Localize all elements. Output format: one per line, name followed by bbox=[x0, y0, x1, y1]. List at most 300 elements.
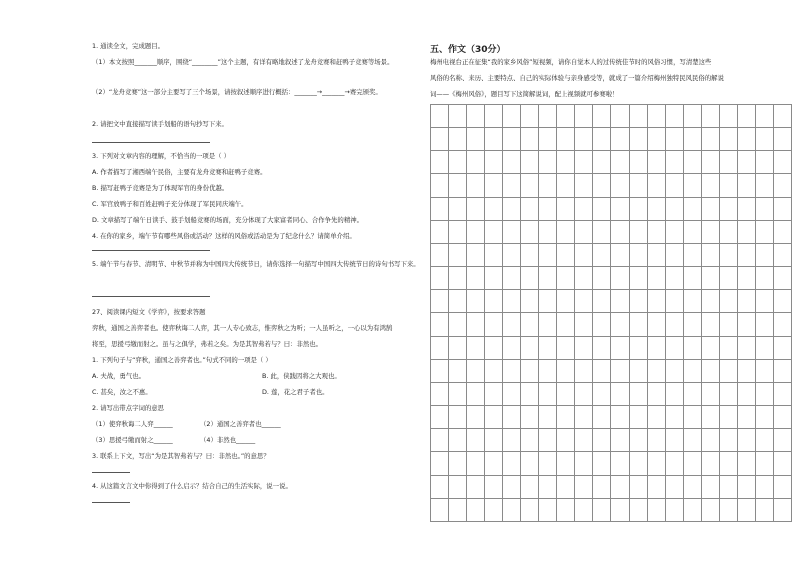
grid-cell[interactable] bbox=[755, 452, 773, 475]
grid-cell[interactable] bbox=[593, 174, 611, 197]
grid-cell[interactable] bbox=[521, 243, 539, 266]
grid-cell[interactable] bbox=[611, 290, 629, 313]
grid-cell[interactable] bbox=[467, 359, 485, 382]
grid-cell[interactable] bbox=[521, 105, 539, 128]
grid-cell[interactable] bbox=[719, 220, 737, 243]
grid-cell[interactable] bbox=[521, 220, 539, 243]
grid-cell[interactable] bbox=[647, 313, 665, 336]
grid-cell[interactable] bbox=[539, 290, 557, 313]
grid-cell[interactable] bbox=[593, 475, 611, 498]
grid-cell[interactable] bbox=[431, 220, 449, 243]
grid-cell[interactable] bbox=[467, 290, 485, 313]
grid-cell[interactable] bbox=[431, 174, 449, 197]
grid-cell[interactable] bbox=[557, 220, 575, 243]
grid-cell[interactable] bbox=[485, 174, 503, 197]
grid-cell[interactable] bbox=[755, 197, 773, 220]
grid-cell[interactable] bbox=[449, 220, 467, 243]
grid-cell[interactable] bbox=[593, 151, 611, 174]
grid-cell[interactable] bbox=[737, 290, 755, 313]
grid-cell[interactable] bbox=[431, 452, 449, 475]
grid-cell[interactable] bbox=[431, 313, 449, 336]
grid-cell[interactable] bbox=[485, 359, 503, 382]
grid-cell[interactable] bbox=[647, 267, 665, 290]
grid-cell[interactable] bbox=[683, 475, 701, 498]
grid-cell[interactable] bbox=[629, 197, 647, 220]
grid-cell[interactable] bbox=[701, 498, 719, 521]
grid-cell[interactable] bbox=[701, 151, 719, 174]
grid-cell[interactable] bbox=[665, 174, 683, 197]
grid-cell[interactable] bbox=[773, 151, 791, 174]
grid-cell[interactable] bbox=[503, 498, 521, 521]
grid-cell[interactable] bbox=[449, 290, 467, 313]
grid-cell[interactable] bbox=[773, 197, 791, 220]
grid-cell[interactable] bbox=[431, 475, 449, 498]
grid-cell[interactable] bbox=[737, 197, 755, 220]
grid-cell[interactable] bbox=[611, 406, 629, 429]
grid-cell[interactable] bbox=[683, 290, 701, 313]
grid-cell[interactable] bbox=[431, 406, 449, 429]
grid-cell[interactable] bbox=[539, 243, 557, 266]
grid-cell[interactable] bbox=[575, 290, 593, 313]
grid-cell[interactable] bbox=[575, 382, 593, 405]
grid-cell[interactable] bbox=[629, 475, 647, 498]
grid-cell[interactable] bbox=[647, 243, 665, 266]
grid-cell[interactable] bbox=[467, 243, 485, 266]
grid-cell[interactable] bbox=[773, 382, 791, 405]
grid-cell[interactable] bbox=[611, 498, 629, 521]
grid-cell[interactable] bbox=[467, 313, 485, 336]
grid-cell[interactable] bbox=[503, 452, 521, 475]
grid-cell[interactable] bbox=[737, 498, 755, 521]
grid-cell[interactable] bbox=[737, 452, 755, 475]
grid-cell[interactable] bbox=[719, 406, 737, 429]
grid-cell[interactable] bbox=[683, 313, 701, 336]
grid-cell[interactable] bbox=[503, 243, 521, 266]
grid-cell[interactable] bbox=[521, 406, 539, 429]
grid-cell[interactable] bbox=[773, 359, 791, 382]
grid-cell[interactable] bbox=[737, 220, 755, 243]
grid-cell[interactable] bbox=[701, 128, 719, 151]
grid-cell[interactable] bbox=[539, 498, 557, 521]
grid-cell[interactable] bbox=[611, 429, 629, 452]
grid-cell[interactable] bbox=[503, 475, 521, 498]
grid-cell[interactable] bbox=[575, 128, 593, 151]
grid-cell[interactable] bbox=[431, 359, 449, 382]
grid-cell[interactable] bbox=[539, 151, 557, 174]
grid-cell[interactable] bbox=[467, 174, 485, 197]
grid-cell[interactable] bbox=[773, 313, 791, 336]
grid-cell[interactable] bbox=[701, 290, 719, 313]
grid-cell[interactable] bbox=[503, 267, 521, 290]
grid-cell[interactable] bbox=[467, 267, 485, 290]
grid-cell[interactable] bbox=[431, 336, 449, 359]
grid-cell[interactable] bbox=[629, 406, 647, 429]
grid-cell[interactable] bbox=[503, 382, 521, 405]
grid-cell[interactable] bbox=[773, 243, 791, 266]
grid-cell[interactable] bbox=[755, 243, 773, 266]
grid-cell[interactable] bbox=[773, 105, 791, 128]
grid-cell[interactable] bbox=[665, 475, 683, 498]
grid-cell[interactable] bbox=[683, 197, 701, 220]
grid-cell[interactable] bbox=[593, 290, 611, 313]
grid-cell[interactable] bbox=[431, 382, 449, 405]
grid-cell[interactable] bbox=[503, 105, 521, 128]
grid-cell[interactable] bbox=[611, 359, 629, 382]
grid-cell[interactable] bbox=[719, 290, 737, 313]
grid-cell[interactable] bbox=[737, 151, 755, 174]
grid-cell[interactable] bbox=[575, 406, 593, 429]
grid-cell[interactable] bbox=[431, 290, 449, 313]
grid-cell[interactable] bbox=[629, 174, 647, 197]
grid-cell[interactable] bbox=[665, 452, 683, 475]
grid-cell[interactable] bbox=[665, 359, 683, 382]
grid-cell[interactable] bbox=[647, 197, 665, 220]
grid-cell[interactable] bbox=[611, 452, 629, 475]
grid-cell[interactable] bbox=[503, 359, 521, 382]
grid-cell[interactable] bbox=[647, 128, 665, 151]
grid-cell[interactable] bbox=[701, 220, 719, 243]
grid-cell[interactable] bbox=[467, 382, 485, 405]
grid-cell[interactable] bbox=[485, 452, 503, 475]
grid-cell[interactable] bbox=[431, 243, 449, 266]
grid-cell[interactable] bbox=[593, 197, 611, 220]
grid-cell[interactable] bbox=[521, 359, 539, 382]
grid-cell[interactable] bbox=[431, 429, 449, 452]
grid-cell[interactable] bbox=[719, 429, 737, 452]
grid-cell[interactable] bbox=[593, 313, 611, 336]
grid-cell[interactable] bbox=[521, 151, 539, 174]
grid-cell[interactable] bbox=[773, 429, 791, 452]
grid-cell[interactable] bbox=[629, 290, 647, 313]
grid-cell[interactable] bbox=[701, 429, 719, 452]
grid-cell[interactable] bbox=[539, 336, 557, 359]
grid-cell[interactable] bbox=[719, 359, 737, 382]
grid-cell[interactable] bbox=[557, 382, 575, 405]
grid-cell[interactable] bbox=[647, 174, 665, 197]
grid-cell[interactable] bbox=[467, 197, 485, 220]
grid-cell[interactable] bbox=[539, 128, 557, 151]
grid-cell[interactable] bbox=[467, 151, 485, 174]
grid-cell[interactable] bbox=[773, 452, 791, 475]
grid-cell[interactable] bbox=[449, 475, 467, 498]
grid-cell[interactable] bbox=[485, 382, 503, 405]
grid-cell[interactable] bbox=[629, 429, 647, 452]
grid-cell[interactable] bbox=[467, 105, 485, 128]
grid-cell[interactable] bbox=[647, 105, 665, 128]
grid-cell[interactable] bbox=[701, 267, 719, 290]
grid-cell[interactable] bbox=[557, 151, 575, 174]
grid-cell[interactable] bbox=[593, 336, 611, 359]
grid-cell[interactable] bbox=[683, 498, 701, 521]
grid-cell[interactable] bbox=[611, 174, 629, 197]
grid-cell[interactable] bbox=[557, 290, 575, 313]
grid-cell[interactable] bbox=[431, 498, 449, 521]
grid-cell[interactable] bbox=[701, 174, 719, 197]
grid-cell[interactable] bbox=[521, 429, 539, 452]
grid-cell[interactable] bbox=[521, 197, 539, 220]
grid-cell[interactable] bbox=[719, 197, 737, 220]
grid-cell[interactable] bbox=[683, 452, 701, 475]
grid-cell[interactable] bbox=[773, 290, 791, 313]
grid-cell[interactable] bbox=[665, 220, 683, 243]
grid-cell[interactable] bbox=[449, 243, 467, 266]
grid-cell[interactable] bbox=[755, 151, 773, 174]
grid-cell[interactable] bbox=[737, 359, 755, 382]
grid-cell[interactable] bbox=[521, 128, 539, 151]
grid-cell[interactable] bbox=[629, 105, 647, 128]
grid-cell[interactable] bbox=[719, 243, 737, 266]
grid-cell[interactable] bbox=[521, 336, 539, 359]
grid-cell[interactable] bbox=[593, 105, 611, 128]
grid-cell[interactable] bbox=[719, 313, 737, 336]
grid-cell[interactable] bbox=[593, 220, 611, 243]
grid-cell[interactable] bbox=[665, 382, 683, 405]
grid-cell[interactable] bbox=[719, 105, 737, 128]
grid-cell[interactable] bbox=[683, 128, 701, 151]
grid-cell[interactable] bbox=[593, 452, 611, 475]
grid-cell[interactable] bbox=[575, 498, 593, 521]
grid-cell[interactable] bbox=[539, 174, 557, 197]
grid-cell[interactable] bbox=[557, 336, 575, 359]
grid-cell[interactable] bbox=[755, 382, 773, 405]
grid-cell[interactable] bbox=[665, 313, 683, 336]
grid-cell[interactable] bbox=[611, 475, 629, 498]
grid-cell[interactable] bbox=[719, 151, 737, 174]
grid-cell[interactable] bbox=[683, 105, 701, 128]
grid-cell[interactable] bbox=[449, 313, 467, 336]
grid-cell[interactable] bbox=[557, 429, 575, 452]
grid-cell[interactable] bbox=[665, 429, 683, 452]
grid-cell[interactable] bbox=[467, 128, 485, 151]
grid-cell[interactable] bbox=[575, 475, 593, 498]
grid-cell[interactable] bbox=[755, 105, 773, 128]
grid-cell[interactable] bbox=[611, 128, 629, 151]
grid-cell[interactable] bbox=[557, 406, 575, 429]
grid-cell[interactable] bbox=[755, 359, 773, 382]
grid-cell[interactable] bbox=[575, 359, 593, 382]
grid-cell[interactable] bbox=[665, 336, 683, 359]
grid-cell[interactable] bbox=[683, 267, 701, 290]
grid-cell[interactable] bbox=[575, 267, 593, 290]
grid-cell[interactable] bbox=[593, 498, 611, 521]
grid-cell[interactable] bbox=[503, 174, 521, 197]
grid-cell[interactable] bbox=[737, 105, 755, 128]
grid-cell[interactable] bbox=[521, 267, 539, 290]
grid-cell[interactable] bbox=[773, 475, 791, 498]
grid-cell[interactable] bbox=[647, 498, 665, 521]
grid-cell[interactable] bbox=[449, 105, 467, 128]
grid-cell[interactable] bbox=[449, 429, 467, 452]
grid-cell[interactable] bbox=[701, 105, 719, 128]
grid-cell[interactable] bbox=[611, 267, 629, 290]
grid-cell[interactable] bbox=[647, 452, 665, 475]
grid-cell[interactable] bbox=[755, 498, 773, 521]
grid-cell[interactable] bbox=[485, 128, 503, 151]
grid-cell[interactable] bbox=[755, 336, 773, 359]
grid-cell[interactable] bbox=[647, 406, 665, 429]
grid-cell[interactable] bbox=[485, 475, 503, 498]
grid-cell[interactable] bbox=[647, 475, 665, 498]
grid-cell[interactable] bbox=[737, 429, 755, 452]
grid-cell[interactable] bbox=[485, 429, 503, 452]
grid-cell[interactable] bbox=[737, 267, 755, 290]
grid-cell[interactable] bbox=[719, 336, 737, 359]
grid-cell[interactable] bbox=[611, 336, 629, 359]
grid-cell[interactable] bbox=[737, 406, 755, 429]
grid-cell[interactable] bbox=[773, 336, 791, 359]
grid-cell[interactable] bbox=[755, 429, 773, 452]
grid-cell[interactable] bbox=[467, 475, 485, 498]
grid-cell[interactable] bbox=[575, 243, 593, 266]
grid-cell[interactable] bbox=[665, 243, 683, 266]
grid-cell[interactable] bbox=[557, 105, 575, 128]
grid-cell[interactable] bbox=[629, 220, 647, 243]
grid-cell[interactable] bbox=[611, 105, 629, 128]
grid-cell[interactable] bbox=[665, 197, 683, 220]
grid-cell[interactable] bbox=[755, 290, 773, 313]
grid-cell[interactable] bbox=[503, 336, 521, 359]
grid-cell[interactable] bbox=[683, 382, 701, 405]
grid-cell[interactable] bbox=[683, 151, 701, 174]
grid-cell[interactable] bbox=[521, 498, 539, 521]
grid-cell[interactable] bbox=[503, 429, 521, 452]
grid-cell[interactable] bbox=[449, 382, 467, 405]
grid-cell[interactable] bbox=[557, 452, 575, 475]
grid-cell[interactable] bbox=[611, 382, 629, 405]
grid-cell[interactable] bbox=[701, 197, 719, 220]
grid-cell[interactable] bbox=[665, 105, 683, 128]
grid-cell[interactable] bbox=[647, 429, 665, 452]
grid-cell[interactable] bbox=[539, 382, 557, 405]
grid-cell[interactable] bbox=[683, 336, 701, 359]
grid-cell[interactable] bbox=[629, 359, 647, 382]
grid-cell[interactable] bbox=[647, 336, 665, 359]
grid-cell[interactable] bbox=[575, 313, 593, 336]
grid-cell[interactable] bbox=[773, 498, 791, 521]
grid-cell[interactable] bbox=[611, 243, 629, 266]
grid-cell[interactable] bbox=[593, 243, 611, 266]
grid-cell[interactable] bbox=[593, 128, 611, 151]
grid-cell[interactable] bbox=[737, 475, 755, 498]
grid-cell[interactable] bbox=[467, 452, 485, 475]
grid-cell[interactable] bbox=[521, 174, 539, 197]
grid-cell[interactable] bbox=[575, 220, 593, 243]
grid-cell[interactable] bbox=[539, 475, 557, 498]
grid-cell[interactable] bbox=[485, 498, 503, 521]
grid-cell[interactable] bbox=[629, 336, 647, 359]
grid-cell[interactable] bbox=[755, 267, 773, 290]
grid-cell[interactable] bbox=[773, 406, 791, 429]
grid-cell[interactable] bbox=[665, 498, 683, 521]
grid-cell[interactable] bbox=[557, 128, 575, 151]
grid-cell[interactable] bbox=[521, 475, 539, 498]
grid-cell[interactable] bbox=[485, 313, 503, 336]
grid-cell[interactable] bbox=[593, 406, 611, 429]
grid-cell[interactable] bbox=[629, 313, 647, 336]
grid-cell[interactable] bbox=[449, 174, 467, 197]
grid-cell[interactable] bbox=[467, 220, 485, 243]
grid-cell[interactable] bbox=[755, 313, 773, 336]
grid-cell[interactable] bbox=[593, 359, 611, 382]
grid-cell[interactable] bbox=[467, 498, 485, 521]
grid-cell[interactable] bbox=[719, 498, 737, 521]
grid-cell[interactable] bbox=[485, 290, 503, 313]
grid-cell[interactable] bbox=[683, 174, 701, 197]
grid-cell[interactable] bbox=[719, 267, 737, 290]
grid-cell[interactable] bbox=[539, 105, 557, 128]
grid-cell[interactable] bbox=[539, 406, 557, 429]
grid-cell[interactable] bbox=[449, 151, 467, 174]
grid-cell[interactable] bbox=[737, 128, 755, 151]
grid-cell[interactable] bbox=[449, 452, 467, 475]
grid-cell[interactable] bbox=[629, 267, 647, 290]
grid-cell[interactable] bbox=[737, 313, 755, 336]
grid-cell[interactable] bbox=[485, 267, 503, 290]
grid-cell[interactable] bbox=[467, 429, 485, 452]
grid-cell[interactable] bbox=[701, 475, 719, 498]
grid-cell[interactable] bbox=[557, 197, 575, 220]
grid-cell[interactable] bbox=[575, 151, 593, 174]
grid-cell[interactable] bbox=[683, 243, 701, 266]
grid-cell[interactable] bbox=[557, 243, 575, 266]
grid-cell[interactable] bbox=[521, 313, 539, 336]
grid-cell[interactable] bbox=[539, 313, 557, 336]
grid-cell[interactable] bbox=[503, 220, 521, 243]
grid-cell[interactable] bbox=[701, 359, 719, 382]
grid-cell[interactable] bbox=[575, 197, 593, 220]
grid-cell[interactable] bbox=[449, 406, 467, 429]
grid-cell[interactable] bbox=[503, 290, 521, 313]
grid-cell[interactable] bbox=[773, 174, 791, 197]
grid-cell[interactable] bbox=[449, 128, 467, 151]
grid-cell[interactable] bbox=[665, 267, 683, 290]
grid-cell[interactable] bbox=[503, 128, 521, 151]
grid-cell[interactable] bbox=[431, 128, 449, 151]
grid-cell[interactable] bbox=[557, 475, 575, 498]
grid-cell[interactable] bbox=[755, 220, 773, 243]
grid-cell[interactable] bbox=[755, 128, 773, 151]
grid-cell[interactable] bbox=[575, 452, 593, 475]
grid-cell[interactable] bbox=[755, 174, 773, 197]
grid-cell[interactable] bbox=[647, 290, 665, 313]
grid-cell[interactable] bbox=[773, 267, 791, 290]
grid-cell[interactable] bbox=[485, 105, 503, 128]
grid-cell[interactable] bbox=[503, 151, 521, 174]
grid-cell[interactable] bbox=[575, 429, 593, 452]
grid-cell[interactable] bbox=[521, 382, 539, 405]
grid-cell[interactable] bbox=[575, 105, 593, 128]
grid-cell[interactable] bbox=[467, 406, 485, 429]
grid-cell[interactable] bbox=[773, 128, 791, 151]
grid-cell[interactable] bbox=[593, 429, 611, 452]
grid-cell[interactable] bbox=[611, 197, 629, 220]
grid-cell[interactable] bbox=[557, 174, 575, 197]
grid-cell[interactable] bbox=[737, 174, 755, 197]
grid-cell[interactable] bbox=[683, 429, 701, 452]
grid-cell[interactable] bbox=[575, 336, 593, 359]
grid-cell[interactable] bbox=[719, 452, 737, 475]
grid-cell[interactable] bbox=[629, 128, 647, 151]
grid-cell[interactable] bbox=[611, 151, 629, 174]
grid-cell[interactable] bbox=[521, 290, 539, 313]
grid-cell[interactable] bbox=[557, 359, 575, 382]
grid-cell[interactable] bbox=[665, 151, 683, 174]
grid-cell[interactable] bbox=[755, 406, 773, 429]
grid-cell[interactable] bbox=[431, 267, 449, 290]
grid-cell[interactable] bbox=[539, 359, 557, 382]
grid-cell[interactable] bbox=[611, 313, 629, 336]
grid-cell[interactable] bbox=[737, 336, 755, 359]
